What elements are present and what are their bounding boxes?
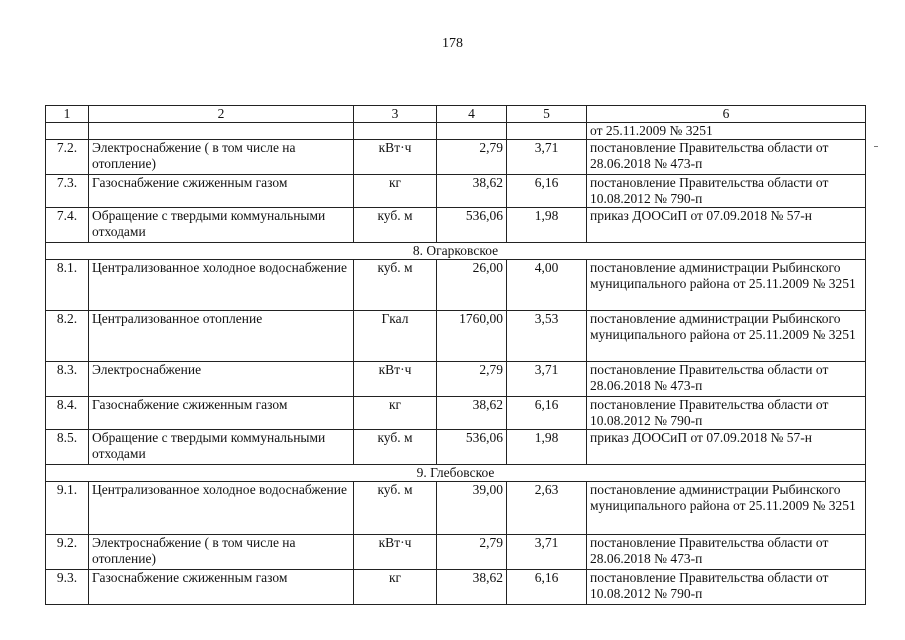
scan-mark [874, 146, 878, 147]
service-name [89, 123, 354, 140]
unit-of-measure: кг [354, 397, 437, 430]
table-row [46, 362, 866, 397]
row-number: 8.4. [46, 397, 89, 430]
table-row [46, 535, 866, 570]
row-number: 7.2. [46, 140, 89, 175]
service-name: Газоснабжение сжиженным газом [89, 397, 354, 430]
legal-basis: приказ ДООСиП от 07.09.2018 № 57-н [587, 208, 866, 243]
table-header-row [46, 106, 866, 123]
unit-of-measure: кВт·ч [354, 362, 437, 397]
row-number: 8.3. [46, 362, 89, 397]
tariff-value: 4,00 [507, 260, 587, 311]
header-cell-2: 2 [89, 106, 354, 123]
legal-basis: постановление Правительства области от 28.06.2018 № 473-п [587, 535, 866, 570]
header-cell-6: 6 [587, 106, 866, 123]
legal-basis: постановление администрации Рыбинского муниципального района от 25.11.2009 № 3251 [587, 260, 866, 311]
row-number: 9.2. [46, 535, 89, 570]
tariff-value: 6,16 [507, 397, 587, 430]
unit-of-measure: куб. м [354, 482, 437, 535]
tariff-table [45, 105, 866, 605]
table-row [46, 208, 866, 243]
tariff-value: 3,71 [507, 140, 587, 175]
consumption-norm: 26,00 [437, 260, 507, 311]
consumption-norm: 2,79 [437, 535, 507, 570]
legal-basis: постановление Правительства области от 10.08.2012 № 790-п [587, 570, 866, 605]
header-cell-1: 1 [46, 106, 89, 123]
service-name: Электроснабжение ( в том числе на отопление) [89, 140, 354, 175]
service-name: Газоснабжение сжиженным газом [89, 175, 354, 208]
consumption-norm: 2,79 [437, 140, 507, 175]
unit-of-measure: Гкал [354, 311, 437, 362]
consumption-norm: 39,00 [437, 482, 507, 535]
section-heading-row [46, 243, 866, 260]
consumption-norm: 38,62 [437, 570, 507, 605]
table-row [46, 311, 866, 362]
section-heading: 9. Глебовское [46, 465, 866, 482]
service-name: Централизованное холодное водоснабжение [89, 482, 354, 535]
row-number [46, 123, 89, 140]
table-row [46, 570, 866, 605]
consumption-norm: 536,06 [437, 430, 507, 465]
header-cell-4: 4 [437, 106, 507, 123]
row-number: 7.3. [46, 175, 89, 208]
row-number: 9.1. [46, 482, 89, 535]
legal-basis: постановление администрации Рыбинского муниципального района от 25.11.2009 № 3251 [587, 482, 866, 535]
consumption-norm: 38,62 [437, 397, 507, 430]
legal-basis: приказ ДООСиП от 07.09.2018 № 57-н [587, 430, 866, 465]
service-name: Электроснабжение [89, 362, 354, 397]
tariff-value: 1,98 [507, 430, 587, 465]
consumption-norm: 536,06 [437, 208, 507, 243]
table-row [46, 482, 866, 535]
service-name: Электроснабжение ( в том числе на отопление) [89, 535, 354, 570]
legal-basis: постановление администрации Рыбинского муниципального района от 25.11.2009 № 3251 [587, 311, 866, 362]
consumption-norm: 1760,00 [437, 311, 507, 362]
tariff-value: 3,71 [507, 362, 587, 397]
unit-of-measure: кВт·ч [354, 535, 437, 570]
tariff-value: 2,63 [507, 482, 587, 535]
consumption-norm: 2,79 [437, 362, 507, 397]
service-name: Обращение с твердыми коммунальными отходами [89, 208, 354, 243]
legal-basis: постановление Правительства области от 28.06.2018 № 473-п [587, 362, 866, 397]
unit-of-measure: куб. м [354, 208, 437, 243]
consumption-norm [437, 123, 507, 140]
service-name: Централизованное отопление [89, 311, 354, 362]
tariff-value: 3,53 [507, 311, 587, 362]
section-heading: 8. Огарковское [46, 243, 866, 260]
service-name: Газоснабжение сжиженным газом [89, 570, 354, 605]
unit-of-measure: кВт·ч [354, 140, 437, 175]
legal-basis: постановление Правительства области от 10.08.2012 № 790-п [587, 175, 866, 208]
unit-of-measure: куб. м [354, 260, 437, 311]
row-number: 7.4. [46, 208, 89, 243]
row-number: 8.2. [46, 311, 89, 362]
page-number: 178 [442, 36, 463, 51]
table-row [46, 430, 866, 465]
table-row [46, 123, 866, 140]
legal-basis: постановление Правительства области от 10.08.2012 № 790-п [587, 397, 866, 430]
row-number: 8.5. [46, 430, 89, 465]
service-name: Централизованное холодное водоснабжение [89, 260, 354, 311]
section-heading-row [46, 465, 866, 482]
table-row [46, 397, 866, 430]
service-name: Обращение с твердыми коммунальными отходами [89, 430, 354, 465]
header-cell-5: 5 [507, 106, 587, 123]
row-number: 9.3. [46, 570, 89, 605]
tariff-value: 1,98 [507, 208, 587, 243]
unit-of-measure: куб. м [354, 430, 437, 465]
legal-basis: постановление Правительства области от 28.06.2018 № 473-п [587, 140, 866, 175]
legal-basis: от 25.11.2009 № 3251 [587, 123, 866, 140]
table-row [46, 140, 866, 175]
unit-of-measure: кг [354, 175, 437, 208]
header-cell-3: 3 [354, 106, 437, 123]
table-row [46, 260, 866, 311]
row-number: 8.1. [46, 260, 89, 311]
tariff-value: 6,16 [507, 175, 587, 208]
unit-of-measure [354, 123, 437, 140]
table-row [46, 175, 866, 208]
consumption-norm: 38,62 [437, 175, 507, 208]
unit-of-measure: кг [354, 570, 437, 605]
tariff-value: 3,71 [507, 535, 587, 570]
tariff-value [507, 123, 587, 140]
tariff-value: 6,16 [507, 570, 587, 605]
